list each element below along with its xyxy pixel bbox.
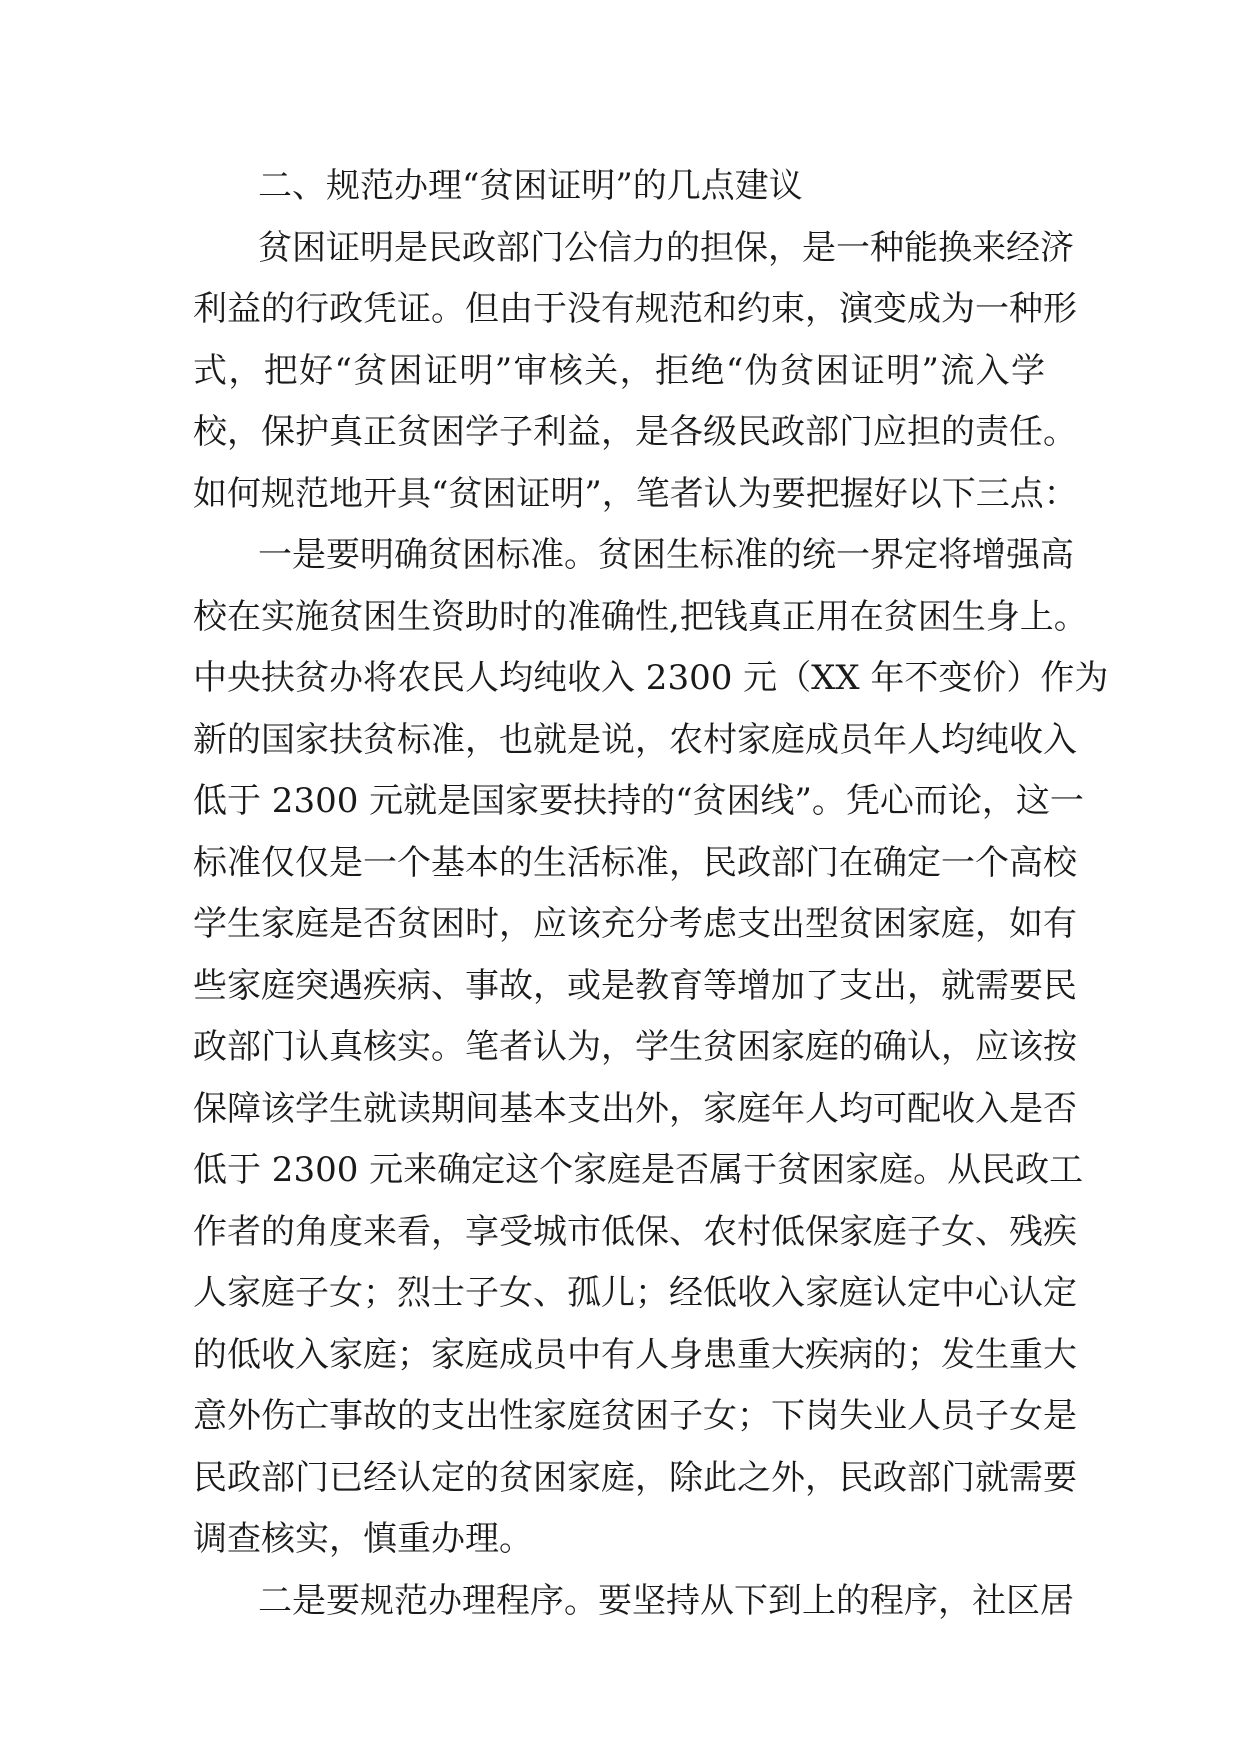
paragraph-line: 的低收入家庭；家庭成员中有人身患重大疾病的；发生重大 [193,1334,1077,1375]
paragraph-line: 新的国家扶贫标准，也就是说，农村家庭成员年人均纯收入 [193,719,1077,760]
paragraph-line: 中央扶贫办将农民人均纯收入 2300 元（XX 年不变价）作为 [193,658,1109,698]
paragraph-line: 校，保护真正贫困学子利益，是各级民政部门应担的责任。 [193,412,1077,452]
paragraph-line: 低于 2300 元来确定这个家庭是否属于贫困家庭。从民政工 [193,1150,1084,1190]
section-heading: 二、规范办理“贫困证明”的几点建议 [258,166,803,206]
paragraph-line: 校在实施贫困生资助时的准确性,把钱真正用在贫困生身上。 [193,596,1088,637]
paragraph-line: 贫困证明是民政部门公信力的担保，是一种能换来经济 [258,227,1074,268]
document-body [193,156,1109,1632]
paragraph-line: 式，把好“贫困证明”审核关，拒绝“伪贫困证明”流入学 [193,350,1045,391]
paragraph-line: 民政部门已经认定的贫困家庭，除此之外，民政部门就需要 [193,1457,1077,1498]
paragraph-line: 利益的行政凭证。但由于没有规范和约束，演变成为一种形 [193,289,1077,329]
paragraph-line: 调查核实，慎重办理。 [193,1519,533,1559]
paragraph-line: 如何规范地开具“贫困证明”，笔者认为要把握好以下三点： [193,473,1078,514]
paragraph-line: 学生家庭是否贫困时，应该充分考虑支出型贫困家庭，如有 [193,904,1077,944]
paragraph-line: 保障该学生就读期间基本支出外，家庭年人均可配收入是否 [193,1088,1077,1129]
paragraph-line: 政部门认真核实。笔者认为，学生贫困家庭的确认，应该按 [193,1027,1077,1067]
paragraph-line: 意外伤亡事故的支出性家庭贫困子女；下岗失业人员子女是 [193,1396,1077,1436]
paragraph-line: 一是要明确贫困标准。贫困生标准的统一界定将增强高 [258,535,1074,575]
paragraph-line: 低于 2300 元就是国家要扶持的“贫困线”。凭心而论，这一 [193,781,1084,821]
paragraph-line: 作者的角度来看，享受城市低保、农村低保家庭子女、残疾 [193,1211,1077,1252]
paragraph-line: 人家庭子女；烈士子女、孤儿；经低收入家庭认定中心认定 [193,1273,1077,1313]
paragraph-line: 标准仅仅是一个基本的生活标准，民政部门在确定一个高校 [193,842,1077,883]
paragraph-line: 二是要规范办理程序。要坚持从下到上的程序，社区居 [258,1580,1074,1621]
paragraph-line: 些家庭突遇疾病、事故，或是教育等增加了支出，就需要民 [193,965,1077,1006]
